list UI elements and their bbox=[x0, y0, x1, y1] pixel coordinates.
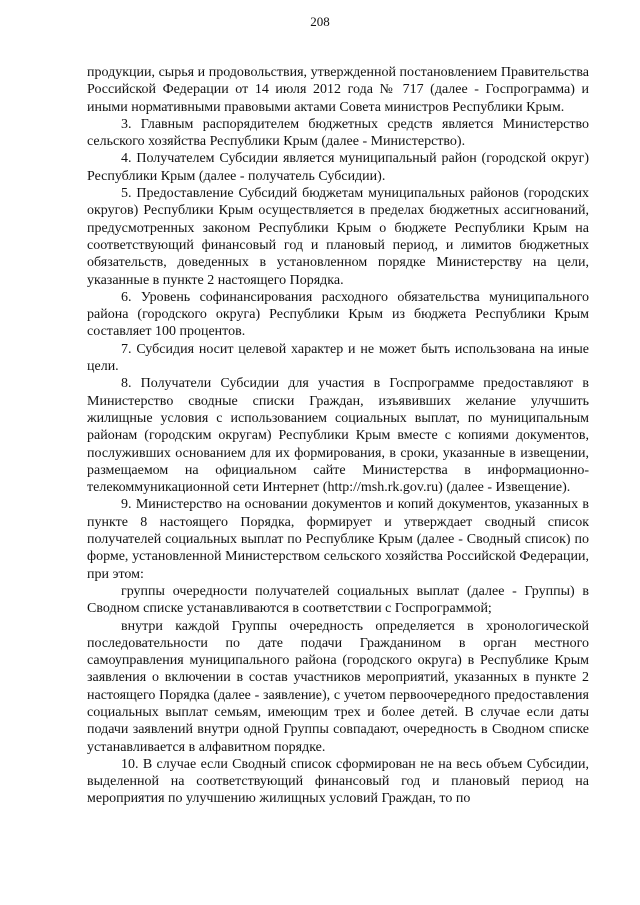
page-number: 208 bbox=[310, 14, 330, 29]
paragraph-9-groups: группы очередности получателей социальных выплат (далее - Группы) в Сводном списке устанавливаются в соответствии с Госпрограммой; bbox=[87, 583, 589, 617]
paragraph-7: 7. Субсидия носит целевой характер и не может быть использована на иные цели. bbox=[87, 341, 589, 375]
paragraph-3: 3. Главным распорядителем бюджетных средств является Министерство сельского хозяйства Республики Крым (далее - Министерство). bbox=[87, 116, 589, 150]
paragraph-9-order: внутри каждой Группы очередность определяется в хронологической последовательности по дате подачи Гражданином в орган местного самоуправления муниципального района (городского округа) в Республике Крым заявления о включении в состав участников мероприятий, указанных в пункте 2 настоящего Порядка (далее - заявление), с учетом первоочередного предоставления социальных выплат семьям, имеющим трех и более детей. В случае если даты подачи заявлений внутри одной Группы совпадают, очередность в Сводном списке устанавливается в алфавитном порядке. bbox=[87, 618, 589, 755]
paragraph-8: 8. Получатели Субсидии для участия в Госпрограмме предоставляют в Министерство сводные списки Граждан, изъявивших желание улучшить жилищные условия с использованием социальных выплат, по муниципальным районам (городским округам) Республики Крым вместе с копиями документов, послуживших основанием для их формирования, в сроки, указанные в извещении, размещаемом на официальном сайте Министерства в информационно-телекоммуникационной сети Интернет (http://msh.rk.gov.ru) (далее - Извещение). bbox=[87, 376, 589, 496]
document-body bbox=[87, 64, 589, 808]
paragraph-4: 4. Получателем Субсидии является муниципальный район (городской округ) Республики Крым (далее - получатель Субсидии). bbox=[87, 151, 589, 184]
paragraph-continuation: продукции, сырья и продовольствия, утвержденной постановлением Правительства Российской Федерации от 14 июля 2012 года № 717 (далее - Госпрограмма) и иными нормативными правовыми актами Совета министров Республики Крым. bbox=[87, 65, 589, 115]
paragraph-5: 5. Предоставление Субсидий бюджетам муниципальных районов (городских округов) Республики Крым осуществляется в пределах бюджетных ассигнований, предусмотренных законом Республики Крым о бюджете Республики Крым на соответствующий финансовый год и плановый период, и лимитов бюджетных обязательств, доведенных в установленном порядке Министерству на цели, указанные в пункте 2 настоящего Порядка. bbox=[87, 186, 589, 288]
paragraph-9: 9. Министерство на основании документов и копий документов, указанных в пункте 8 настоящего Порядка, формирует и утверждает сводный список получателей социальных выплат по Республике Крым (далее - Сводный список) по форме, установленной Министерством сельского хозяйства Российской Федерации, при этом: bbox=[87, 497, 589, 582]
paragraph-6: 6. Уровень софинансирования расходного обязательства муниципального района (городского округа) Республики Крым из бюджета Республики Крым составляет 100 процентов. bbox=[87, 289, 589, 340]
paragraph-10: 10. В случае если Сводный список сформирован не на весь объем Субсидии, выделенной на соответствующий финансовый год и плановый период на мероприятия по улучшению жилищных условий Граждан, то по bbox=[87, 756, 589, 807]
